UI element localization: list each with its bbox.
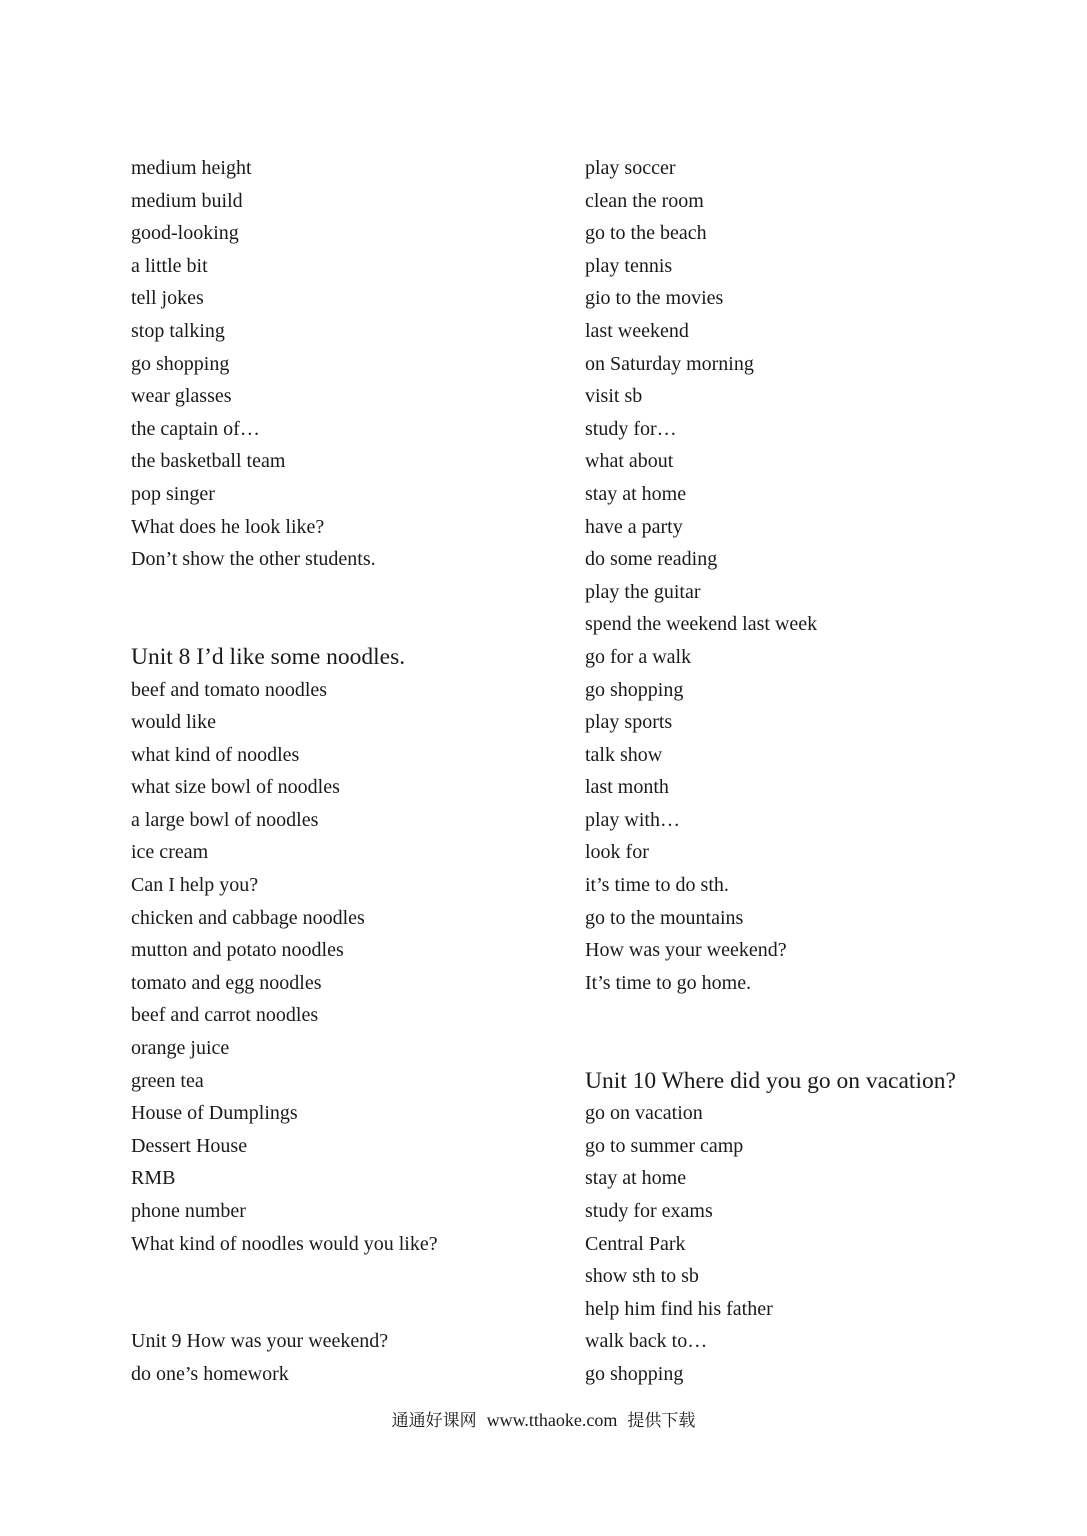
vocab-item: play sports xyxy=(585,711,673,734)
vocab-item: stop talking xyxy=(131,319,225,342)
vocab-item: orange juice xyxy=(131,1037,230,1060)
right-column xyxy=(585,152,1025,1391)
vocab-item: have a party xyxy=(585,515,683,538)
vocab-item: it’s time to do sth. xyxy=(585,874,729,897)
vocab-item: medium height xyxy=(131,157,252,179)
vocab-item: go on vacation xyxy=(585,1102,703,1125)
vocab-item: How was your weekend? xyxy=(585,939,787,962)
vocab-item: what about xyxy=(585,450,674,473)
vocab-item: study for… xyxy=(585,417,677,440)
vocab-item: gio to the movies xyxy=(585,287,724,310)
spacer xyxy=(131,1260,561,1293)
vocab-item: tomato and egg noodles xyxy=(131,971,322,994)
unit9-heading: Unit 9 How was your weekend? xyxy=(131,1330,389,1353)
vocab-list-unit9 xyxy=(131,1358,561,1391)
vocab-item: House of Dumplings xyxy=(131,1102,298,1125)
vocab-item: visit sb xyxy=(585,385,643,408)
vocab-item: go to the mountains xyxy=(585,906,744,929)
spacer xyxy=(131,1293,561,1326)
footer-site-name: 通通好课网 xyxy=(391,1411,477,1431)
vocab-item: go shopping xyxy=(131,352,230,375)
vocab-item: look for xyxy=(585,841,649,864)
vocab-item: would like xyxy=(131,711,216,734)
vocab-item: mutton and potato noodles xyxy=(131,939,344,962)
vocab-item: go for a walk xyxy=(585,645,692,668)
page-footer xyxy=(0,1408,1087,1433)
vocab-item: go to summer camp xyxy=(585,1134,744,1157)
vocab-item: last month xyxy=(585,776,669,799)
vocab-item: go to the beach xyxy=(585,222,707,245)
vocab-item: what kind of noodles xyxy=(131,743,300,766)
unit8-heading: Unit 8 I’d like some noodles. xyxy=(131,643,406,670)
vocab-list-unit9-continued xyxy=(585,152,1025,999)
footer-suffix: 提供下载 xyxy=(627,1411,696,1431)
vocab-item: a large bowl of noodles xyxy=(131,808,319,831)
vocab-item: go shopping xyxy=(585,678,684,701)
vocab-item: help him find his father xyxy=(585,1297,773,1320)
vocab-item: do one’s homework xyxy=(131,1362,289,1385)
vocab-item: Can I help you? xyxy=(131,874,259,897)
vocab-item: do some reading xyxy=(585,548,718,571)
vocab-item: a little bit xyxy=(131,254,208,277)
vocab-item: pop singer xyxy=(131,482,215,505)
vocab-item: Central Park xyxy=(585,1232,686,1255)
vocab-item: beef and tomato noodles xyxy=(131,678,328,701)
spacer xyxy=(131,608,561,641)
vocab-item: medium build xyxy=(131,189,243,212)
vocab-item: talk show xyxy=(585,743,663,766)
vocab-item: play the guitar xyxy=(585,580,701,603)
vocab-item: go shopping xyxy=(585,1362,684,1385)
vocab-item: wear glasses xyxy=(131,385,232,408)
vocab-item: what size bowl of noodles xyxy=(131,776,340,799)
vocab-item: Dessert House xyxy=(131,1134,248,1157)
vocab-item: beef and carrot noodles xyxy=(131,1004,319,1027)
vocab-item: stay at home xyxy=(585,482,687,505)
vocab-item: walk back to… xyxy=(585,1330,708,1353)
vocab-item: show sth to sb xyxy=(585,1265,699,1288)
vocab-item: What kind of noodles would you like? xyxy=(131,1232,438,1255)
vocab-item: play tennis xyxy=(585,254,673,277)
vocab-item: study for exams xyxy=(585,1200,713,1222)
vocab-item: ice cream xyxy=(131,841,209,864)
vocab-item: the captain of… xyxy=(131,417,260,440)
vocab-item: stay at home xyxy=(585,1167,687,1190)
vocab-item: last weekend xyxy=(585,319,689,342)
vocab-item: Don’t show the other students. xyxy=(131,548,376,571)
spacer xyxy=(131,576,561,609)
vocab-item: It’s time to go home. xyxy=(585,971,752,994)
vocab-item: on Saturday morning xyxy=(585,352,754,375)
vocab-item: spend the weekend last week xyxy=(585,613,818,636)
spacer xyxy=(585,999,1025,1032)
vocab-item: play with… xyxy=(585,808,680,831)
unit10-heading: Unit 10 Where did you go on vacation? xyxy=(585,1067,956,1094)
vocab-item: good-looking xyxy=(131,222,239,245)
vocab-item: the basketball team xyxy=(131,450,286,473)
vocab-item: phone number xyxy=(131,1200,246,1222)
vocab-item: RMB xyxy=(131,1167,176,1190)
spacer xyxy=(585,1032,1025,1065)
vocab-list-unit10 xyxy=(585,1097,1025,1390)
vocab-item: What does he look like? xyxy=(131,515,325,538)
vocab-item: tell jokes xyxy=(131,287,204,310)
vocab-item: play soccer xyxy=(585,157,676,179)
vocab-item: green tea xyxy=(131,1069,204,1092)
left-column xyxy=(131,152,561,1391)
vocab-item: clean the room xyxy=(585,189,704,212)
vocab-item: chicken and cabbage noodles xyxy=(131,906,365,929)
footer-url[interactable]: www.tthaoke.com xyxy=(486,1410,618,1430)
vocab-list-unit7 xyxy=(131,152,561,576)
vocab-list-unit8 xyxy=(131,674,561,1261)
